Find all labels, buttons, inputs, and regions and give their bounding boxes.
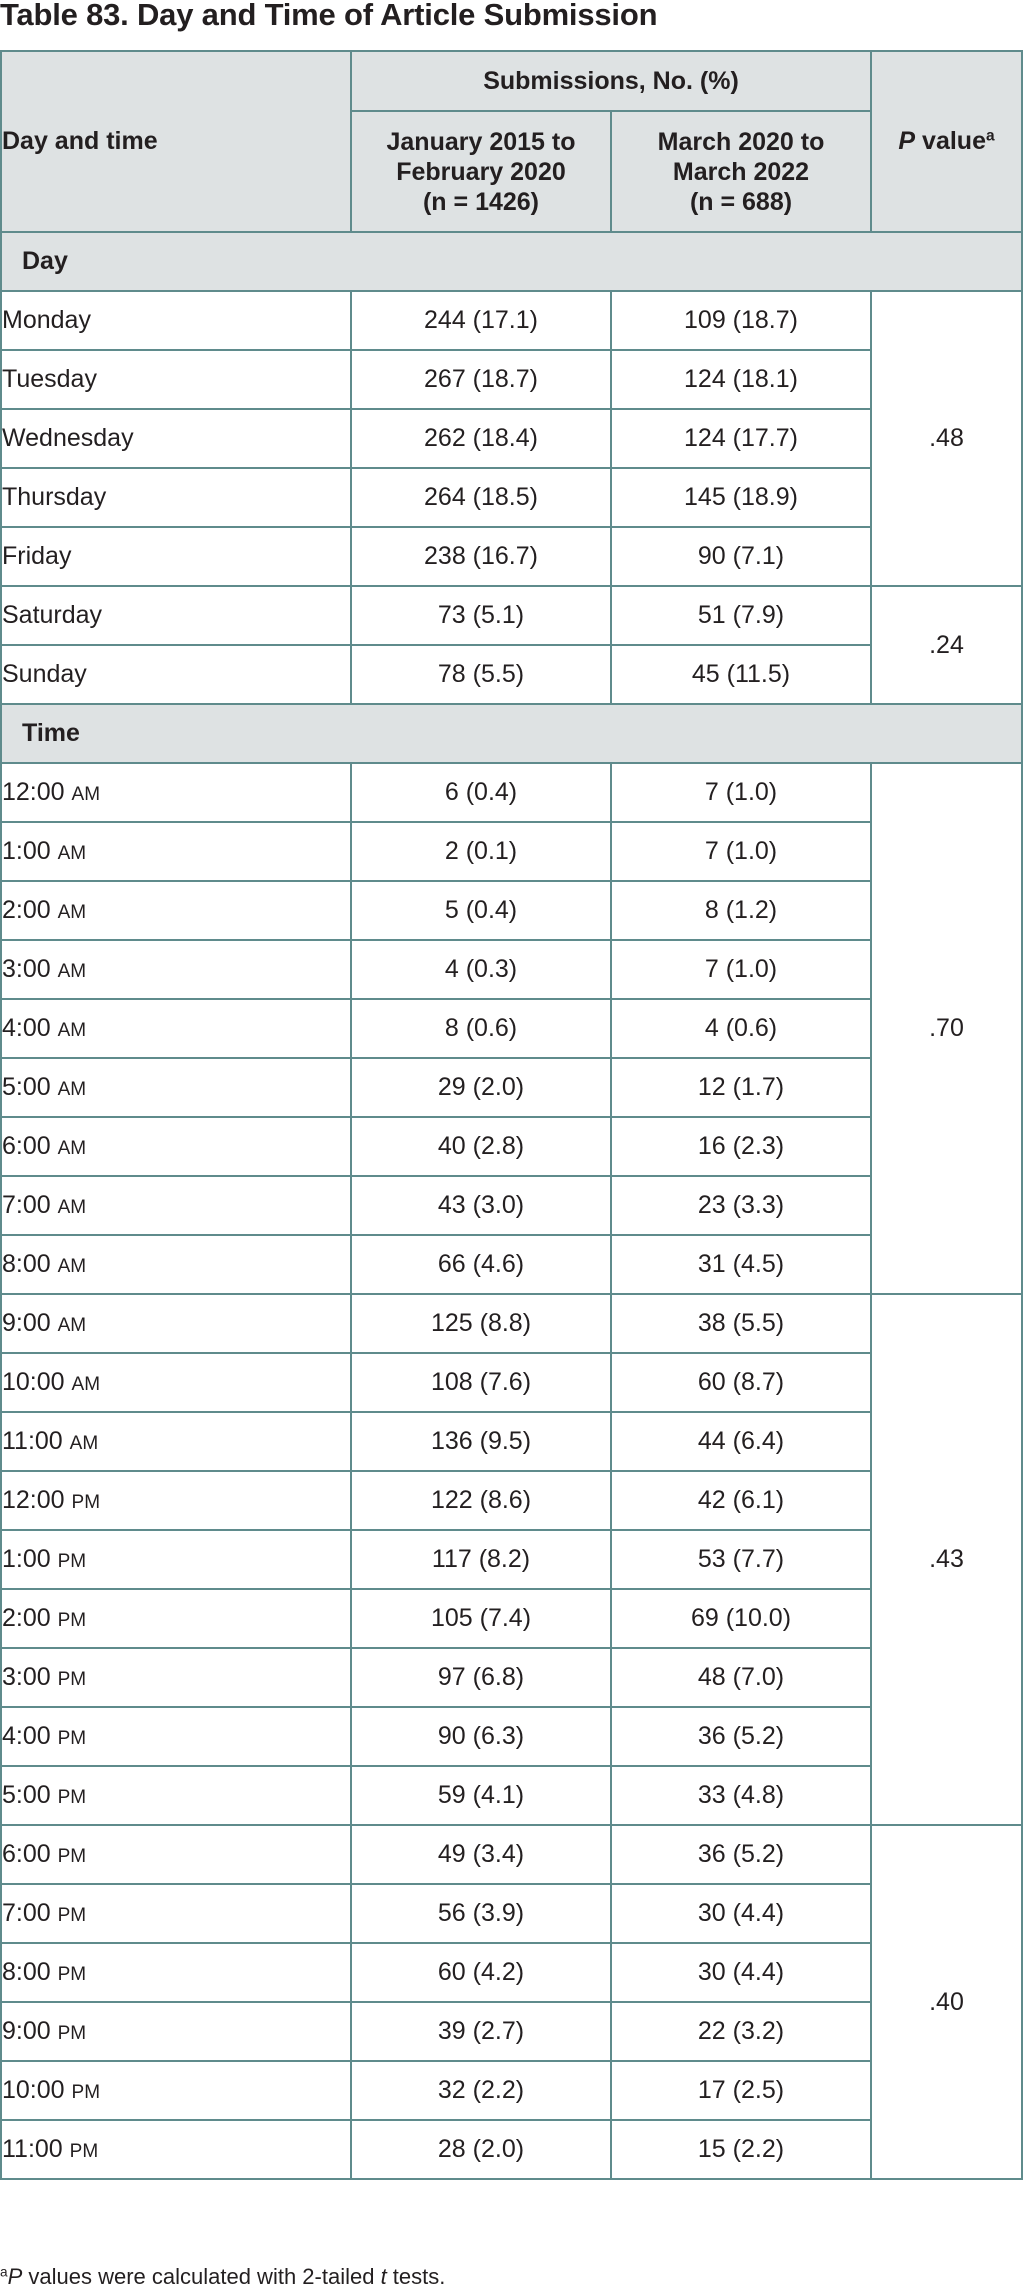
table-row	[1, 763, 1022, 822]
cell-period-2020-2022: 69 (10.0)	[611, 1589, 871, 1648]
cell-period-2020-2022: 7 (1.0)	[611, 763, 871, 822]
row-label	[1, 1471, 351, 1530]
row-label-text: Saturday	[2, 601, 103, 629]
cell-period-2015-2020: 40 (2.8)	[351, 1117, 611, 1176]
row-label	[1, 1176, 351, 1235]
row-label-text: 1:00	[2, 1545, 51, 1573]
cell-period-2020-2022: 44 (6.4)	[611, 1412, 871, 1471]
row-label-text: Sunday	[2, 660, 87, 688]
cell-period-2015-2020: 43 (3.0)	[351, 1176, 611, 1235]
table-row	[1, 1235, 1022, 1294]
table-header	[1, 51, 1022, 232]
am-pm-label: PM	[57, 1787, 87, 1808]
am-pm-label: AM	[57, 1315, 87, 1336]
row-label-text: 2:00	[2, 1604, 51, 1632]
row-label	[1, 645, 351, 704]
row-label-text: 11:00	[2, 2135, 63, 2163]
am-pm-label: PM	[57, 1905, 87, 1926]
cell-period-2015-2020: 59 (4.1)	[351, 1766, 611, 1825]
am-pm-label: PM	[57, 1846, 87, 1867]
cell-period-2015-2020: 78 (5.5)	[351, 645, 611, 704]
p-value-cell: .48	[871, 291, 1022, 586]
row-label-text: 12:00	[2, 1486, 65, 1514]
cell-period-2020-2022: 51 (7.9)	[611, 586, 871, 645]
cell-period-2015-2020: 39 (2.7)	[351, 2002, 611, 2061]
cell-period-2015-2020: 73 (5.1)	[351, 586, 611, 645]
am-pm-label: AM	[57, 961, 87, 982]
table-row	[1, 1884, 1022, 1943]
cell-period-2020-2022: 109 (18.7)	[611, 291, 871, 350]
table-row	[1, 586, 1022, 645]
row-label	[1, 822, 351, 881]
cell-period-2015-2020: 28 (2.0)	[351, 2120, 611, 2179]
am-pm-label: PM	[57, 2023, 87, 2044]
p-value-text: value	[915, 127, 986, 155]
row-label-text: 1:00	[2, 837, 51, 865]
row-label	[1, 881, 351, 940]
am-pm-label: PM	[57, 1964, 87, 1985]
row-label-text: 4:00	[2, 1722, 51, 1750]
am-pm-label: PM	[57, 1610, 87, 1631]
cell-period-2015-2020: 108 (7.6)	[351, 1353, 611, 1412]
row-label	[1, 1117, 351, 1176]
cell-period-2015-2020: 90 (6.3)	[351, 1707, 611, 1766]
row-label-text: Friday	[2, 542, 72, 570]
cell-period-2020-2022: 17 (2.5)	[611, 2061, 871, 2120]
row-label-text: 3:00	[2, 1663, 51, 1691]
cell-period-2020-2022: 16 (2.3)	[611, 1117, 871, 1176]
row-label	[1, 1766, 351, 1825]
p-letter: P	[898, 127, 916, 155]
cell-period-2015-2020: 122 (8.6)	[351, 1471, 611, 1530]
am-pm-label: AM	[57, 902, 87, 923]
section-row-day	[1, 232, 1022, 291]
section-title: Day	[1, 232, 1022, 291]
cell-period-2020-2022: 30 (4.4)	[611, 1943, 871, 2002]
cell-period-2015-2020: 105 (7.4)	[351, 1589, 611, 1648]
am-pm-label: AM	[57, 1020, 87, 1041]
table-row	[1, 468, 1022, 527]
row-label	[1, 1412, 351, 1471]
table-row	[1, 1825, 1022, 1884]
cell-period-2020-2022: 23 (3.3)	[611, 1176, 871, 1235]
cell-period-2020-2022: 53 (7.7)	[611, 1530, 871, 1589]
cell-period-2015-2020: 8 (0.6)	[351, 999, 611, 1058]
row-label	[1, 2120, 351, 2179]
am-pm-label: PM	[71, 1492, 101, 1513]
cell-period-2015-2020: 238 (16.7)	[351, 527, 611, 586]
row-label	[1, 291, 351, 350]
table-row	[1, 1766, 1022, 1825]
row-label-text: 10:00	[2, 2076, 65, 2104]
row-label	[1, 1294, 351, 1353]
table-row	[1, 881, 1022, 940]
table-row	[1, 1471, 1022, 1530]
row-label	[1, 1648, 351, 1707]
cell-period-2020-2022: 12 (1.7)	[611, 1058, 871, 1117]
row-label	[1, 763, 351, 822]
row-label	[1, 350, 351, 409]
row-label-text: 6:00	[2, 1840, 51, 1868]
table-row	[1, 1589, 1022, 1648]
am-pm-label: AM	[57, 1256, 87, 1277]
row-label	[1, 999, 351, 1058]
cell-period-2015-2020: 32 (2.2)	[351, 2061, 611, 2120]
row-label	[1, 1884, 351, 1943]
cell-period-2015-2020: 4 (0.3)	[351, 940, 611, 999]
am-pm-label: AM	[57, 1197, 87, 1218]
cell-period-2015-2020: 136 (9.5)	[351, 1412, 611, 1471]
row-label-text: Monday	[2, 306, 91, 334]
row-label-text: Wednesday	[2, 424, 134, 452]
row-label	[1, 1825, 351, 1884]
p-value-cell: .24	[871, 586, 1022, 704]
row-label-text: 7:00	[2, 1191, 51, 1219]
footnote-text2: tests.	[386, 2264, 446, 2289]
cell-period-2015-2020: 267 (18.7)	[351, 350, 611, 409]
period2-line2: March 2022	[672, 157, 810, 186]
cell-period-2020-2022: 124 (17.7)	[611, 409, 871, 468]
row-label-text: 6:00	[2, 1132, 51, 1160]
cell-period-2020-2022: 90 (7.1)	[611, 527, 871, 586]
cell-period-2020-2022: 33 (4.8)	[611, 1766, 871, 1825]
period2-line3: (n = 688)	[689, 187, 793, 216]
header-day-and-time: Day and time	[1, 51, 351, 232]
table-row	[1, 1943, 1022, 2002]
table-row	[1, 822, 1022, 881]
cell-period-2015-2020: 5 (0.4)	[351, 881, 611, 940]
row-label	[1, 1707, 351, 1766]
section-title: Time	[1, 704, 1022, 763]
period1-line3: (n = 1426)	[422, 187, 540, 216]
period1-line1: January 2015 to	[386, 127, 576, 156]
cell-period-2020-2022: 8 (1.2)	[611, 881, 871, 940]
row-label-text: 8:00	[2, 1250, 51, 1278]
cell-period-2020-2022: 31 (4.5)	[611, 1235, 871, 1294]
header-period-2020-2022	[611, 111, 871, 232]
table-row	[1, 2061, 1022, 2120]
footnote-p: P	[7, 2264, 23, 2289]
table-row	[1, 1707, 1022, 1766]
row-label-text: 3:00	[2, 955, 51, 983]
table-row	[1, 350, 1022, 409]
table-row	[1, 1117, 1022, 1176]
row-label	[1, 2002, 351, 2061]
row-label-text: 9:00	[2, 1309, 51, 1337]
row-label-text: 7:00	[2, 1899, 51, 1927]
cell-period-2015-2020: 60 (4.2)	[351, 1943, 611, 2002]
table-row	[1, 940, 1022, 999]
cell-period-2020-2022: 36 (5.2)	[611, 1825, 871, 1884]
cell-period-2020-2022: 45 (11.5)	[611, 645, 871, 704]
am-pm-label: AM	[57, 843, 87, 864]
row-label	[1, 1943, 351, 2002]
am-pm-label: AM	[57, 1079, 87, 1100]
cell-period-2020-2022: 42 (6.1)	[611, 1471, 871, 1530]
header-period-2015-2020	[351, 111, 611, 232]
row-label-text: 10:00	[2, 1368, 65, 1396]
cell-period-2015-2020: 125 (8.8)	[351, 1294, 611, 1353]
am-pm-label: PM	[69, 2141, 99, 2162]
table-row	[1, 2002, 1022, 2061]
am-pm-label: AM	[69, 1433, 99, 1454]
row-label	[1, 1058, 351, 1117]
row-label-text: 12:00	[2, 778, 65, 806]
cell-period-2020-2022: 22 (3.2)	[611, 2002, 871, 2061]
am-pm-label: PM	[57, 1551, 87, 1572]
cell-period-2015-2020: 49 (3.4)	[351, 1825, 611, 1884]
header-submissions: Submissions, No. (%)	[351, 51, 871, 111]
row-label	[1, 940, 351, 999]
cell-period-2020-2022: 38 (5.5)	[611, 1294, 871, 1353]
cell-period-2015-2020: 6 (0.4)	[351, 763, 611, 822]
cell-period-2020-2022: 7 (1.0)	[611, 940, 871, 999]
row-label-text: Tuesday	[2, 365, 97, 393]
row-label-text: 5:00	[2, 1073, 51, 1101]
table-title: Table 83. Day and Time of Article Submission	[0, 0, 658, 32]
row-label-text: 8:00	[2, 1958, 51, 1986]
row-label-text: 4:00	[2, 1014, 51, 1042]
period1-line2: February 2020	[396, 157, 566, 186]
table-row	[1, 1648, 1022, 1707]
cell-period-2015-2020: 56 (3.9)	[351, 1884, 611, 1943]
row-label-text: 2:00	[2, 896, 51, 924]
am-pm-label: AM	[57, 1138, 87, 1159]
am-pm-label: PM	[57, 1728, 87, 1749]
row-label	[1, 1530, 351, 1589]
p-value-cell: .43	[871, 1294, 1022, 1825]
row-label-text: Thursday	[2, 483, 107, 511]
cell-period-2020-2022: 60 (8.7)	[611, 1353, 871, 1412]
p-value-cell: .40	[871, 1825, 1022, 2179]
row-label-text: 11:00	[2, 1427, 63, 1455]
cell-period-2020-2022: 145 (18.9)	[611, 468, 871, 527]
cell-period-2015-2020: 29 (2.0)	[351, 1058, 611, 1117]
cell-period-2015-2020: 244 (17.1)	[351, 291, 611, 350]
row-label	[1, 527, 351, 586]
footnote	[0, 2264, 445, 2290]
am-pm-label: AM	[71, 1374, 101, 1395]
p-value-cell: .70	[871, 763, 1022, 1294]
table-row	[1, 527, 1022, 586]
cell-period-2015-2020: 264 (18.5)	[351, 468, 611, 527]
cell-period-2020-2022: 15 (2.2)	[611, 2120, 871, 2179]
cell-period-2015-2020: 117 (8.2)	[351, 1530, 611, 1589]
cell-period-2020-2022: 124 (18.1)	[611, 350, 871, 409]
table-body	[1, 232, 1022, 2179]
row-label	[1, 409, 351, 468]
table-row	[1, 1176, 1022, 1235]
footnote-sup: a	[0, 2264, 8, 2280]
table-row	[1, 999, 1022, 1058]
am-pm-label: AM	[71, 784, 101, 805]
row-label-text: 9:00	[2, 2017, 51, 2045]
data-table	[0, 50, 1023, 2180]
table-row	[1, 645, 1022, 704]
period2-line1: March 2020 to	[657, 127, 825, 156]
footnote-t: t	[380, 2264, 387, 2289]
am-pm-label: PM	[71, 2082, 101, 2103]
table-row	[1, 291, 1022, 350]
row-label	[1, 2061, 351, 2120]
table-row	[1, 1412, 1022, 1471]
cell-period-2015-2020: 66 (4.6)	[351, 1235, 611, 1294]
row-label	[1, 1589, 351, 1648]
footnote-text1: values were calculated with 2-tailed	[22, 2264, 381, 2289]
cell-period-2015-2020: 2 (0.1)	[351, 822, 611, 881]
cell-period-2020-2022: 30 (4.4)	[611, 1884, 871, 1943]
table-row	[1, 1353, 1022, 1412]
cell-period-2015-2020: 262 (18.4)	[351, 409, 611, 468]
row-label-text: 5:00	[2, 1781, 51, 1809]
table-row	[1, 1530, 1022, 1589]
row-label	[1, 1235, 351, 1294]
table-row	[1, 409, 1022, 468]
table-row	[1, 1058, 1022, 1117]
cell-period-2020-2022: 48 (7.0)	[611, 1648, 871, 1707]
row-label	[1, 1353, 351, 1412]
header-p-value	[871, 51, 1022, 232]
row-label	[1, 586, 351, 645]
cell-period-2015-2020: 97 (6.8)	[351, 1648, 611, 1707]
footnote-marker: a	[985, 127, 995, 145]
cell-period-2020-2022: 7 (1.0)	[611, 822, 871, 881]
row-label	[1, 468, 351, 527]
cell-period-2020-2022: 36 (5.2)	[611, 1707, 871, 1766]
section-row-time	[1, 704, 1022, 763]
cell-period-2020-2022: 4 (0.6)	[611, 999, 871, 1058]
table-row	[1, 1294, 1022, 1353]
am-pm-label: PM	[57, 1669, 87, 1690]
table-row	[1, 2120, 1022, 2179]
